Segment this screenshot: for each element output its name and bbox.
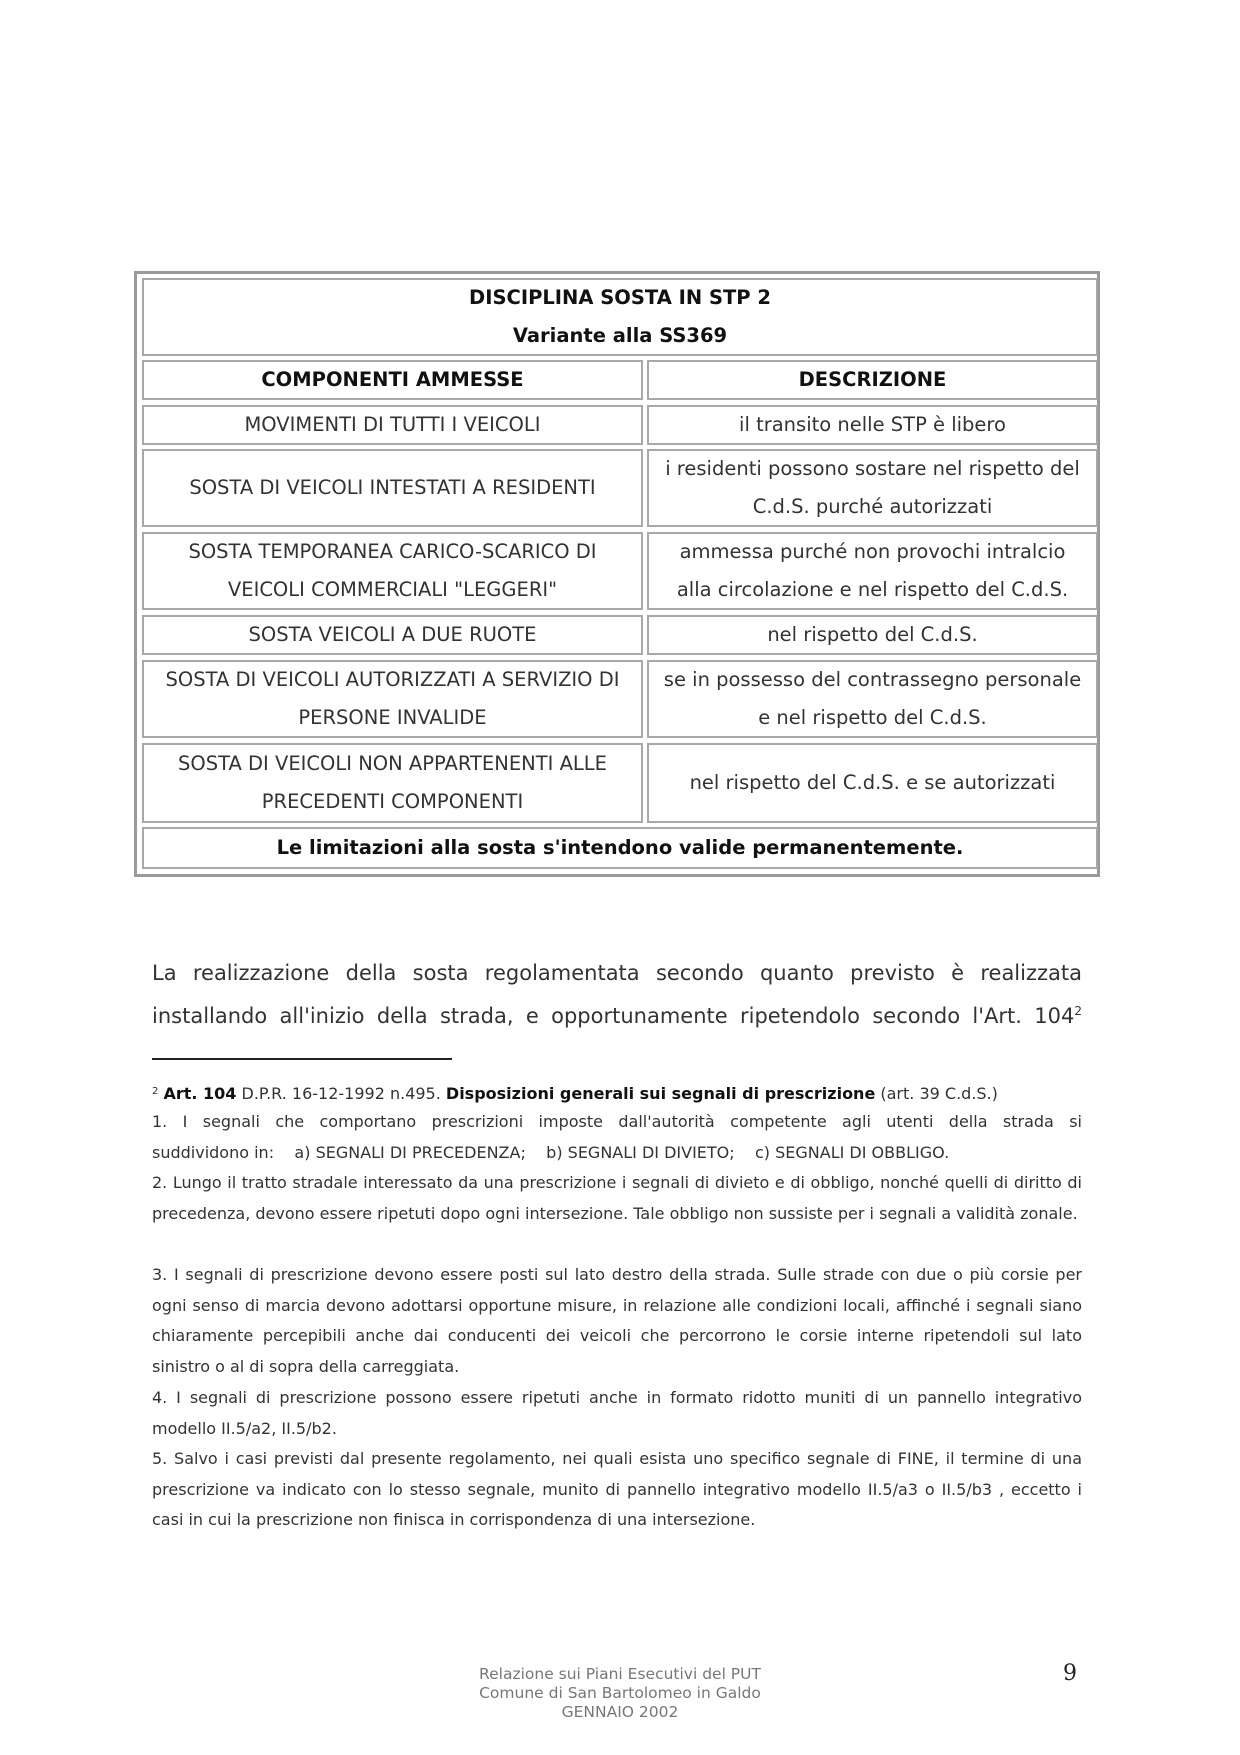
footnote-p5: 5. Salvo i casi previsti dal presente regolamento, nei quali esista uno specifico segnale di FINE, il termine di una prescrizione va indicato con lo stesso segnale, munito di pannello integrativo modello II.5/a3 o II.5/b3 , eccetto i casi in cui la prescrizione non finisca in corrispondenza di una intersezione. [152, 1449, 1082, 1529]
table-row-2-component: SOSTA DI VEICOLI INTESTATI A RESIDENTI [142, 449, 643, 527]
footer-line-1: Relazione sui Piani Esecutivi del PUT [479, 1665, 761, 1683]
table-subtitle: Variante alla SS369 [512, 324, 728, 347]
table-note: Le limitazioni alla sosta s'intendono valide permanentemente. [142, 827, 1098, 869]
table-row-5-component: SOSTA DI VEICOLI AUTORIZZATI A SERVIZIO DI PERSONE INVALIDE [142, 660, 643, 738]
table-row-3-component: SOSTA TEMPORANEA CARICO-SCARICO DI VEICOLI COMMERCIALI "LEGGERI" [142, 532, 643, 610]
table-row-6-description: nel rispetto del C.d.S. e se autorizzati [647, 743, 1098, 823]
table-row-1-component: MOVIMENTI DI TUTTI I VEICOLI [142, 405, 643, 445]
footnote-heading [152, 1077, 1082, 1110]
table-title: DISCIPLINA SOSTA IN STP 2 [469, 286, 771, 309]
footnote-separator [152, 1058, 452, 1060]
footer-line-3: GENNAIO 2002 [561, 1703, 679, 1721]
parking-rules-table [134, 271, 1100, 877]
footnote-law: D.P.R. 16-12-1992 n.495. [236, 1084, 446, 1103]
footnote-cite: (art. 39 C.d.S.) [875, 1084, 998, 1103]
footnote-p1-line1: 1. I segnali che comportano prescrizioni imposte dall'autorità competente agli utenti della strada si [152, 1112, 1082, 1131]
page-footer [420, 1665, 820, 1722]
header-descrizione: DESCRIZIONE [647, 360, 1098, 400]
table-row-3-description: ammessa purché non provochi intralcio alla circolazione e nel rispetto del C.d.S. [647, 532, 1098, 610]
paragraph-line-2: installando all'inizio della strada, e opportunamente ripetendolo secondo l'Art. $104^2$ [152, 1004, 1082, 1028]
page-number: 9 [1063, 1661, 1077, 1686]
table-row-6-component: SOSTA DI VEICOLI NON APPARTENENTI ALLE PRECEDENTI COMPONENTI [142, 743, 643, 823]
table-title-cell [142, 278, 1098, 356]
footnote-title: Disposizioni generali sui segnali di prescrizione [445, 1084, 876, 1103]
table-row-4-description: nel rispetto del C.d.S. [647, 615, 1098, 655]
table-row-1-description: il transito nelle STP è libero [647, 405, 1098, 445]
header-componenti: COMPONENTI AMMESSE [142, 360, 643, 400]
footnote-art: Art. 104 [163, 1084, 237, 1103]
footnote-p2: 2. Lungo il tratto stradale interessato da una prescrizione i segnali di divieto e di obbligo, nonché quelli di diritto di precedenza, devono essere ripetuti dopo ogni intersezione. Tale obbligo non sussiste per i segnali a validità zonale. [152, 1173, 1082, 1223]
footnote-p1-line2: suddividono in: a) SEGNALI DI PRECEDENZA; b) SEGNALI DI DIVIETO; c) SEGNALI DI OBBLIGO. [152, 1143, 950, 1162]
footnote-p4: 4. I segnali di prescrizione possono essere ripetuti anche in formato ridotto muniti di un pannello integrativo modello II.5/a2, II.5/b2. [152, 1388, 1082, 1438]
paragraph-line-1: La realizzazione della sosta regolamentata secondo quanto previsto è realizzata [152, 961, 1082, 985]
table-row-5-description: se in possesso del contrassegno personale e nel rispetto del C.d.S. [647, 660, 1098, 738]
footnote-mark: 2 [152, 1086, 159, 1097]
footnote-p3: 3. I segnali di prescrizione devono essere posti sul lato destro della strada. Sulle strade con due o più corsie per ogni senso di marcia devono adottarsi opportune misure, in relazione alle condizioni locali, affinché i segnali siano chiaramente percepibili anche dai conducenti dei veicoli che percorrono le corsie interne ripetendoli sul lato sinistro o al di sopra della carreggiata. [152, 1265, 1082, 1376]
footnote-reference: 2 [1074, 1004, 1082, 1018]
table-row-2-description: i residenti possono sostare nel rispetto del C.d.S. purché autorizzati [647, 449, 1098, 527]
table-row-4-component: SOSTA VEICOLI A DUE RUOTE [142, 615, 643, 655]
footer-line-2: Comune di San Bartolomeo in Galdo [479, 1684, 761, 1702]
